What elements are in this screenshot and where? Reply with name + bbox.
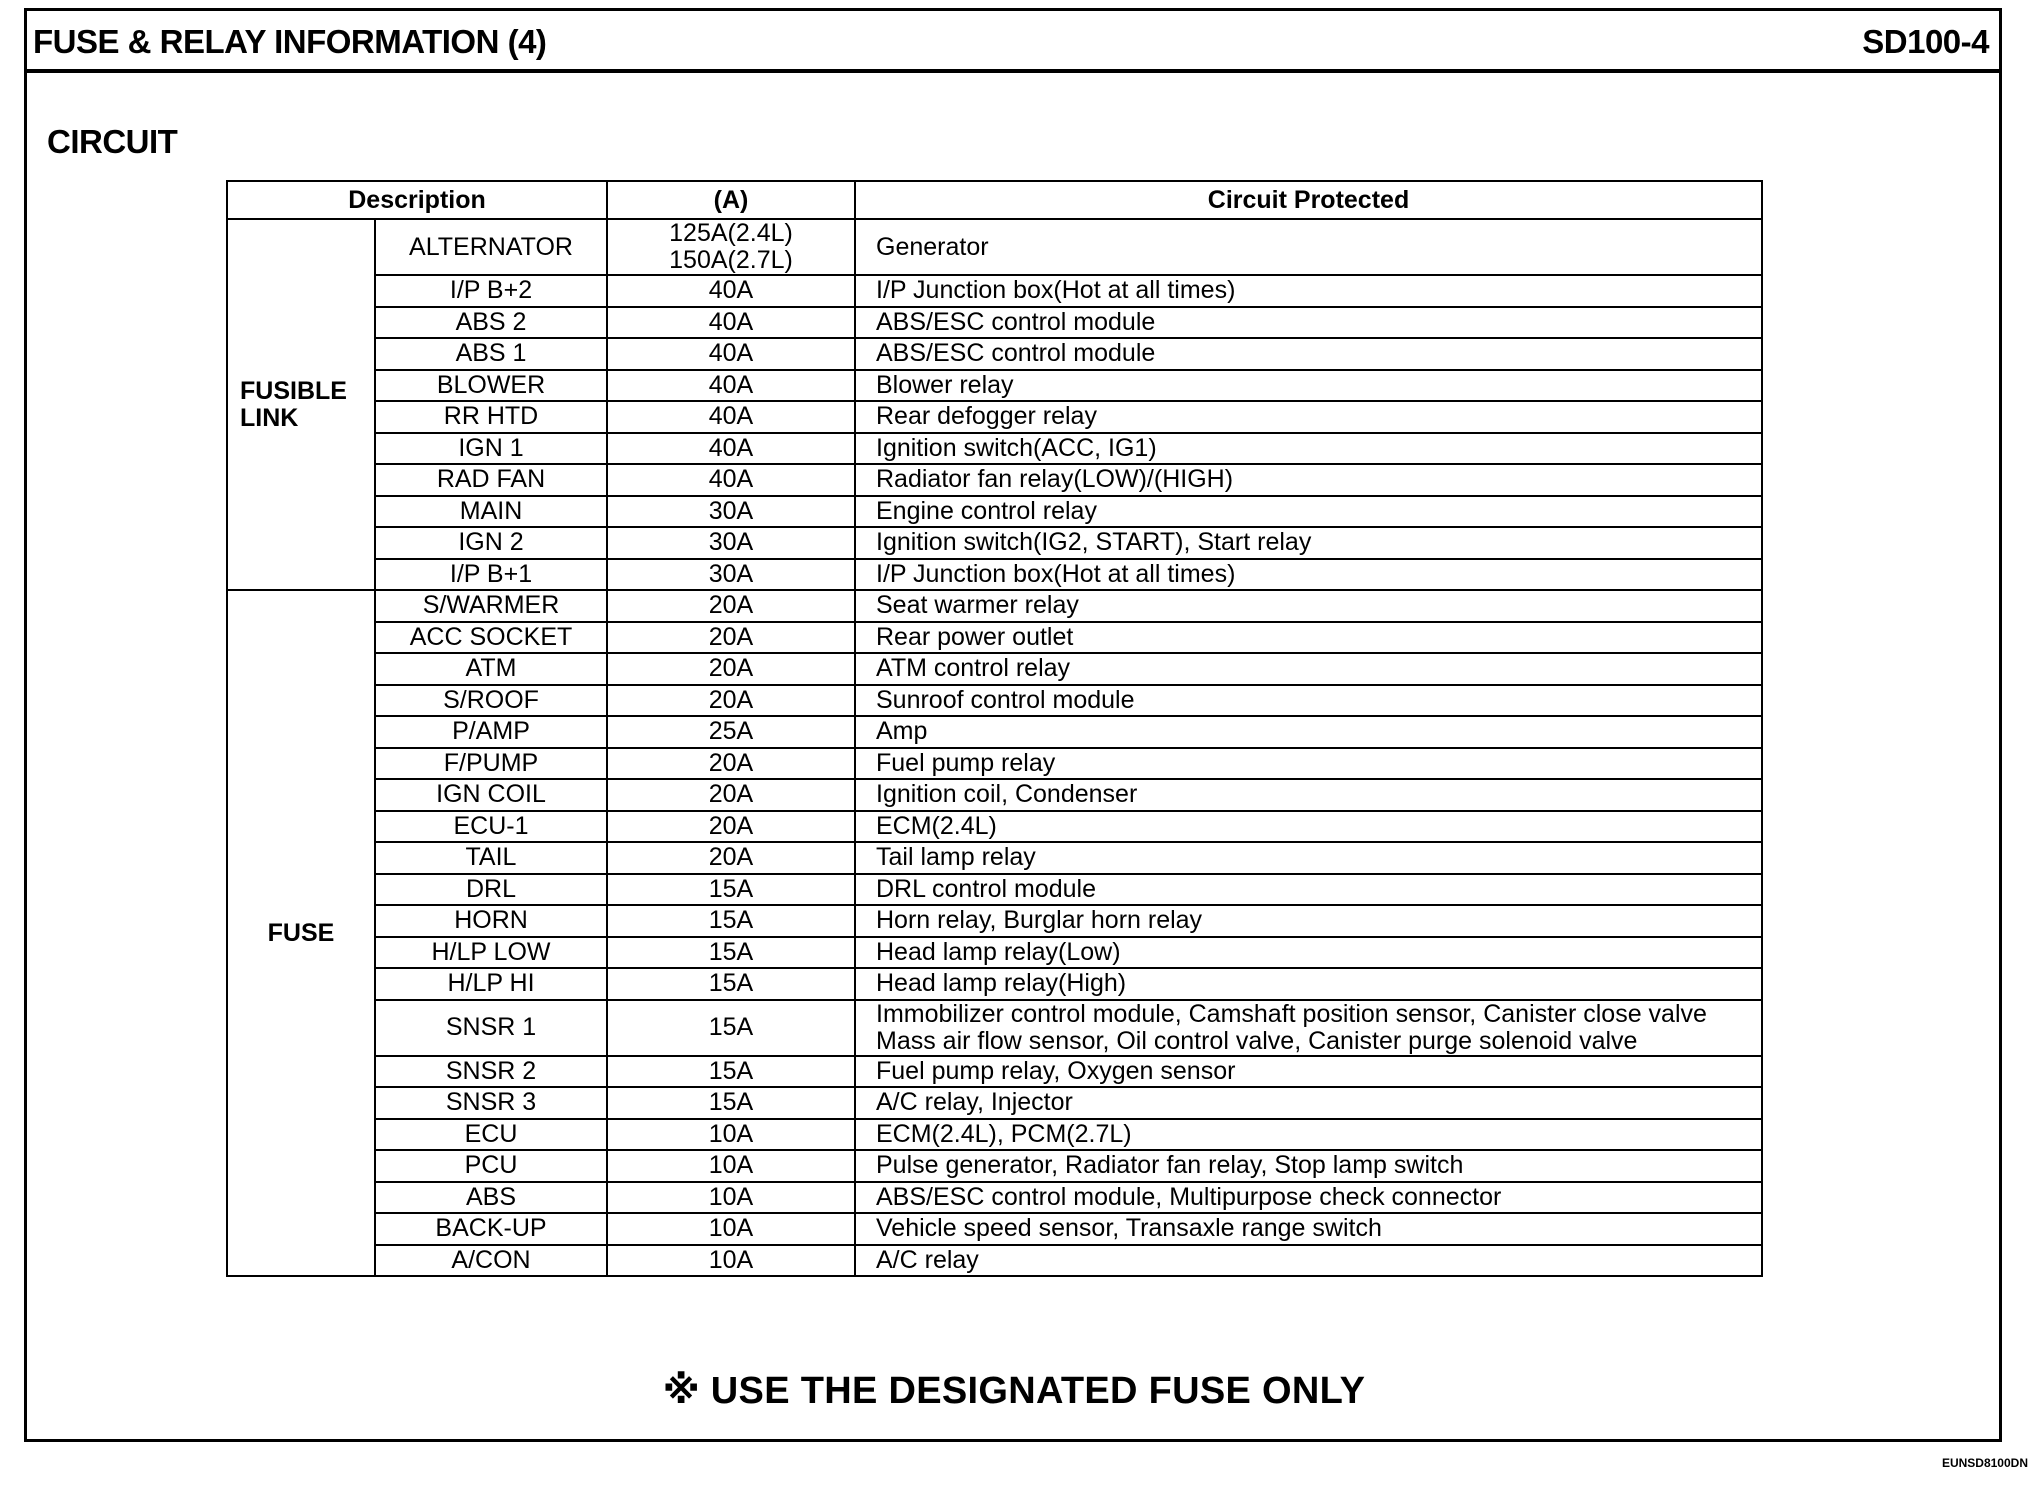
text-line: Mass air flow sensor, Oil control valve, Canister purge solenoid valve: [876, 1026, 1638, 1055]
fuse-description: ACC SOCKET: [375, 622, 607, 654]
circuit-protected: [855, 338, 1762, 370]
fuse-amperage: [607, 559, 855, 591]
fuse-amperage: [607, 401, 855, 433]
text-line: Horn relay, Burglar horn relay: [876, 906, 1203, 935]
text-line: ECM(2.4L): [876, 811, 997, 840]
text-line: Rear defogger relay: [876, 402, 1097, 431]
fuse-description: RAD FAN: [375, 464, 607, 496]
fuse-amperage: [607, 811, 855, 843]
text-line: 15A: [708, 1056, 754, 1085]
text-line: 40A: [708, 339, 754, 368]
circuit-protected: [855, 464, 1762, 496]
text-line: Radiator fan relay(LOW)/(HIGH): [876, 465, 1234, 494]
fuse-amperage: [607, 370, 855, 402]
text-line: 15A: [708, 906, 754, 935]
circuit-protected: [855, 275, 1762, 307]
text-line: FUSIBLE: [240, 376, 347, 405]
table-row: [227, 464, 1762, 496]
fuse-description: HORN: [375, 905, 607, 937]
table-header-row: [227, 181, 1762, 219]
circuit-protected: [855, 1245, 1762, 1277]
text-line: A/C relay, Injector: [876, 1088, 1073, 1117]
text-line: FUSE: [267, 918, 335, 947]
text-line: 25A: [708, 717, 754, 746]
text-line: 40A: [708, 370, 754, 399]
circuit-protected: [855, 1087, 1762, 1119]
table-row: [227, 370, 1762, 402]
table-row: [227, 968, 1762, 1000]
table-row: [227, 1119, 1762, 1151]
fuse-description: TAIL: [375, 842, 607, 874]
circuit-protected: [855, 401, 1762, 433]
table-row: [227, 338, 1762, 370]
table-row: [227, 716, 1762, 748]
fuse-description: A/CON: [375, 1245, 607, 1277]
text-line: Vehicle speed sensor, Transaxle range switch: [876, 1214, 1382, 1243]
text-line: 20A: [708, 780, 754, 809]
circuit-protected: [855, 811, 1762, 843]
text-line: Amp: [876, 717, 928, 746]
text-line: Seat warmer relay: [876, 591, 1079, 620]
text-line: 15A: [708, 1013, 754, 1041]
fuse-amperage: [607, 1087, 855, 1119]
table-row: [227, 779, 1762, 811]
text-line: 10A: [708, 1151, 754, 1180]
fuse-description: MAIN: [375, 496, 607, 528]
text-line: 20A: [708, 811, 754, 840]
fuse-amperage: [607, 1119, 855, 1151]
column-header-circuit: Circuit Protected: [855, 181, 1762, 219]
fuse-description: BACK-UP: [375, 1213, 607, 1245]
fuse-amperage: [607, 622, 855, 654]
text-line: Generator: [876, 232, 989, 261]
text-line: 30A: [708, 528, 754, 557]
text-line: 30A: [708, 559, 754, 588]
fuse-amperage: [607, 1056, 855, 1088]
fuse-description: ABS: [375, 1182, 607, 1214]
fuse-description: F/PUMP: [375, 748, 607, 780]
text-line: 40A: [708, 307, 754, 336]
fuse-description: ABS 1: [375, 338, 607, 370]
circuit-protected: [855, 748, 1762, 780]
group-label: [227, 219, 375, 590]
fuse-amperage: [607, 905, 855, 937]
text-line: I/P Junction box(Hot at all times): [876, 276, 1236, 305]
text-line: Head lamp relay(High): [876, 969, 1127, 998]
text-line: Head lamp relay(Low): [876, 937, 1121, 966]
circuit-protected: [855, 622, 1762, 654]
reference-code: EUNSD8100DN: [1941, 1456, 2028, 1470]
table-row: [227, 1245, 1762, 1277]
circuit-protected: [855, 433, 1762, 465]
circuit-protected: [855, 1119, 1762, 1151]
fuse-amperage: [607, 527, 855, 559]
fuse-amperage: [607, 433, 855, 465]
section-title: CIRCUIT: [47, 123, 178, 160]
text-line: 15A: [708, 1088, 754, 1117]
fuse-description: S/ROOF: [375, 685, 607, 717]
text-line: Immobilizer control module, Camshaft position sensor, Canister close valve: [876, 999, 1707, 1028]
circuit-protected: [855, 496, 1762, 528]
fuse-amperage: [607, 275, 855, 307]
text-line: Fuel pump relay, Oxygen sensor: [876, 1056, 1236, 1085]
text-line: 40A: [708, 402, 754, 431]
fuse-amperage: [607, 937, 855, 969]
text-line: 10A: [708, 1245, 754, 1274]
circuit-protected: [855, 653, 1762, 685]
text-line: ATM control relay: [876, 654, 1071, 683]
table-row: [227, 622, 1762, 654]
text-line: 40A: [708, 465, 754, 494]
page-title: FUSE & RELAY INFORMATION (4): [33, 23, 547, 60]
text-line: 15A: [708, 874, 754, 903]
text-line: Ignition switch(ACC, IG1): [876, 433, 1157, 462]
table-row: [227, 219, 1762, 275]
fuse-description: IGN 1: [375, 433, 607, 465]
table-row: [227, 653, 1762, 685]
table-row: [227, 496, 1762, 528]
table-row: [227, 905, 1762, 937]
table-row: [227, 1150, 1762, 1182]
fuse-description: PCU: [375, 1150, 607, 1182]
table-row: [227, 685, 1762, 717]
fuse-amperage: [607, 496, 855, 528]
table-row: [227, 1087, 1762, 1119]
text-line: ECM(2.4L), PCM(2.7L): [876, 1119, 1132, 1148]
circuit-protected: [855, 779, 1762, 811]
circuit-protected: [855, 219, 1762, 275]
text-line: 10A: [708, 1119, 754, 1148]
table-row: [227, 748, 1762, 780]
text-line: Ignition switch(IG2, START), Start relay: [876, 528, 1312, 557]
text-line: Tail lamp relay: [876, 843, 1036, 872]
fuse-amperage: [607, 874, 855, 906]
text-line: Rear power outlet: [876, 622, 1074, 651]
fuse-description: I/P B+2: [375, 275, 607, 307]
text-line: 10A: [708, 1182, 754, 1211]
text-line: 40A: [708, 276, 754, 305]
fuse-description: P/AMP: [375, 716, 607, 748]
text-line: DRL control module: [876, 874, 1097, 903]
text-line: 15A: [708, 937, 754, 966]
fuse-amperage: [607, 1213, 855, 1245]
table-row: [227, 1213, 1762, 1245]
fuse-description: DRL: [375, 874, 607, 906]
circuit-protected: [855, 559, 1762, 591]
table-row: [227, 1182, 1762, 1214]
fuse-description: I/P B+1: [375, 559, 607, 591]
fuse-amperage: [607, 748, 855, 780]
table-row: [227, 590, 1762, 622]
table-row: [227, 401, 1762, 433]
circuit-protected: [855, 1213, 1762, 1245]
fuse-amperage: [607, 464, 855, 496]
circuit-protected: [855, 1056, 1762, 1088]
circuit-protected: [855, 842, 1762, 874]
fuse-description: ATM: [375, 653, 607, 685]
text-line: Blower relay: [876, 370, 1014, 399]
fuse-notice: ※ USE THE DESIGNATED FUSE ONLY: [662, 1370, 1366, 1412]
text-line: 150A(2.7L): [669, 246, 793, 274]
text-line: 20A: [708, 591, 754, 620]
circuit-protected: [855, 1182, 1762, 1214]
fuse-description: SNSR 1: [375, 1000, 607, 1056]
column-header-description: Description: [227, 181, 607, 219]
table-row: [227, 937, 1762, 969]
circuit-protected: [855, 716, 1762, 748]
table-row: [227, 559, 1762, 591]
table-row: [227, 527, 1762, 559]
text-line: LINK: [240, 403, 299, 432]
table-row: [227, 842, 1762, 874]
circuit-protected: [855, 527, 1762, 559]
text-line: 125A(2.4L): [669, 219, 793, 247]
table-body: [227, 219, 1762, 1276]
text-line: A/C relay: [876, 1245, 979, 1274]
text-line: Ignition coil, Condenser: [876, 780, 1138, 809]
table-row: [227, 1056, 1762, 1088]
fuse-description: SNSR 2: [375, 1056, 607, 1088]
table-row: [227, 874, 1762, 906]
table-row: [227, 433, 1762, 465]
fuse-description: S/WARMER: [375, 590, 607, 622]
page-code: SD100-4: [1862, 23, 1989, 60]
text-line: 20A: [708, 748, 754, 777]
fuse-amperage: [607, 1000, 855, 1056]
text-line: Pulse generator, Radiator fan relay, Stop lamp switch: [876, 1151, 1464, 1180]
circuit-protected: [855, 1000, 1762, 1056]
fuse-description: ECU: [375, 1119, 607, 1151]
circuit-protected: [855, 905, 1762, 937]
fuse-description: ALTERNATOR: [375, 219, 607, 275]
circuit-protected: [855, 937, 1762, 969]
circuit-protected: [855, 685, 1762, 717]
text-line: 20A: [708, 685, 754, 714]
text-line: Engine control relay: [876, 496, 1097, 525]
fuse-description: RR HTD: [375, 401, 607, 433]
table-row: [227, 1000, 1762, 1056]
fuse-amperage: [607, 685, 855, 717]
fuse-description: ABS 2: [375, 307, 607, 339]
table-row: [227, 307, 1762, 339]
text-line: 20A: [708, 654, 754, 683]
circuit-protected: [855, 874, 1762, 906]
text-line: ABS/ESC control module: [876, 339, 1156, 368]
table-row: [227, 275, 1762, 307]
text-line: I/P Junction box(Hot at all times): [876, 559, 1236, 588]
fuse-description: ECU-1: [375, 811, 607, 843]
fuse-amperage: [607, 1150, 855, 1182]
fuse-amperage: [607, 590, 855, 622]
fuse-amperage: [607, 1245, 855, 1277]
fuse-amperage: [607, 716, 855, 748]
text-line: 20A: [708, 843, 754, 872]
text-line: ABS/ESC control module, Multipurpose check connector: [876, 1182, 1502, 1211]
group-label: [227, 590, 375, 1276]
fuse-description: IGN 2: [375, 527, 607, 559]
circuit-protected: [855, 370, 1762, 402]
column-header-amps: (A): [607, 181, 855, 219]
fuse-description: BLOWER: [375, 370, 607, 402]
text-line: 30A: [708, 496, 754, 525]
text-line: Sunroof control module: [876, 685, 1135, 714]
text-line: Fuel pump relay: [876, 748, 1056, 777]
text-line: 20A: [708, 622, 754, 651]
text-line: ABS/ESC control module: [876, 307, 1156, 336]
fuse-amperage: [607, 968, 855, 1000]
fuse-amperage: [607, 779, 855, 811]
fuse-amperage: [607, 842, 855, 874]
fuse-description: H/LP LOW: [375, 937, 607, 969]
circuit-protected: [855, 307, 1762, 339]
fuse-description: H/LP HI: [375, 968, 607, 1000]
fuse-amperage: [607, 1182, 855, 1214]
fuse-amperage: [607, 338, 855, 370]
fuse-description: IGN COIL: [375, 779, 607, 811]
circuit-protected: [855, 1150, 1762, 1182]
fuse-amperage: [607, 219, 855, 275]
fuse-amperage: [607, 307, 855, 339]
text-line: 15A: [708, 969, 754, 998]
circuit-protected: [855, 968, 1762, 1000]
text-line: 40A: [708, 433, 754, 462]
fuse-relay-table: [226, 180, 1763, 1277]
fuse-description: SNSR 3: [375, 1087, 607, 1119]
table-row: [227, 811, 1762, 843]
text-line: 10A: [708, 1214, 754, 1243]
circuit-protected: [855, 590, 1762, 622]
header-bar: [27, 11, 1999, 73]
fuse-amperage: [607, 653, 855, 685]
